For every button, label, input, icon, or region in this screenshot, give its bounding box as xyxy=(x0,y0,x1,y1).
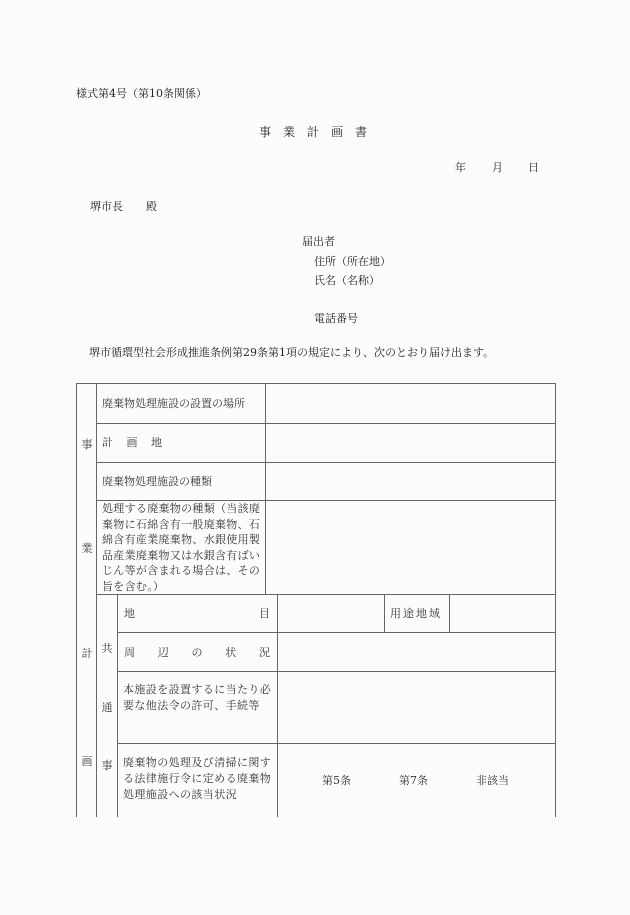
zoning-label: 用途地域 xyxy=(390,607,442,620)
common-label-char: 共 xyxy=(101,642,113,655)
option-article-5[interactable]: 第5条 xyxy=(322,774,351,787)
field-facility-type[interactable] xyxy=(266,463,555,500)
surroundings-char: 周 xyxy=(124,646,135,659)
surroundings-char: 状 xyxy=(225,646,237,659)
field-location[interactable] xyxy=(266,384,555,423)
form-number: 様式第4号（第10条関係） xyxy=(76,87,207,100)
date-year: 年 xyxy=(455,161,466,174)
surroundings-char: の xyxy=(191,646,203,659)
section-label-char: 業 xyxy=(81,542,93,555)
section-label-char: 事 xyxy=(81,438,93,451)
section-label-char: 計 xyxy=(81,647,93,660)
table-divider xyxy=(117,743,556,744)
addressee-name: 堺市長 xyxy=(90,200,123,213)
land-char: 目 xyxy=(259,607,270,620)
section-label-char: 画 xyxy=(81,755,93,768)
option-not-applicable[interactable]: 非該当 xyxy=(476,774,509,787)
row-label-waste-type: 処理する廃棄物の種類（当該廃棄物に石綿含有一般廃棄物、石綿含有産業廃棄物、水銀使用製品産業廃棄物又は水銀含有ばいじん等が含まれる場合は、その旨を含む。） xyxy=(102,502,261,593)
table-divider xyxy=(96,383,97,817)
applicant-address-label: 住所（所在地） xyxy=(314,255,391,268)
statement: 堺市循環型社会形成推進条例第29条第1項の規定により、次のとおり届け出ます。 xyxy=(89,346,495,359)
row-label-location: 廃棄物処理施設の設置の場所 xyxy=(102,397,245,410)
date-month: 月 xyxy=(492,161,503,174)
title-char: 業 xyxy=(282,125,295,139)
title-char: 計 xyxy=(306,125,319,139)
land-char: 地 xyxy=(124,607,135,620)
row-label-surroundings xyxy=(124,644,270,661)
table-divider xyxy=(384,594,385,632)
field-land-category[interactable] xyxy=(278,595,384,632)
field-site[interactable] xyxy=(266,424,555,462)
title-char: 事 xyxy=(259,125,272,139)
title-char: 画 xyxy=(330,125,343,139)
field-permits[interactable] xyxy=(278,672,555,743)
site-char: 画 xyxy=(126,436,138,449)
row-label-facility-type: 廃棄物処理施設の種類 xyxy=(102,475,212,488)
field-waste-type[interactable] xyxy=(266,501,555,594)
surroundings-char: 辺 xyxy=(157,646,169,659)
common-label-char: 通 xyxy=(101,701,113,714)
site-char: 地 xyxy=(151,436,162,449)
date-day: 日 xyxy=(528,161,539,174)
row-label-applicability: 廃棄物の処理及び清掃に関する法律施行令に定める廃棄物処理施設への該当状況 xyxy=(123,756,272,801)
common-label-char: 事 xyxy=(101,759,113,772)
table-border xyxy=(76,383,77,817)
applicant-phone-label: 電話番号 xyxy=(314,312,358,325)
field-surroundings[interactable] xyxy=(278,633,555,671)
title-char: 書 xyxy=(354,125,367,139)
field-zoning[interactable] xyxy=(450,595,555,632)
table-border xyxy=(555,383,556,817)
row-label-land-category xyxy=(124,605,270,622)
option-article-7[interactable]: 第7条 xyxy=(399,774,428,787)
page-title xyxy=(259,123,367,140)
addressee-honorific: 殿 xyxy=(146,200,157,213)
row-label-permits: 本施設を設置するに当たり必要な他法令の許可、手続等 xyxy=(123,683,272,712)
site-char: 計 xyxy=(102,436,113,449)
row-label-site xyxy=(102,434,162,451)
table-divider xyxy=(117,594,118,817)
surroundings-char: 況 xyxy=(259,646,270,659)
applicant-label: 届出者 xyxy=(302,235,335,248)
applicant-name-label: 氏名（名称） xyxy=(314,274,380,287)
